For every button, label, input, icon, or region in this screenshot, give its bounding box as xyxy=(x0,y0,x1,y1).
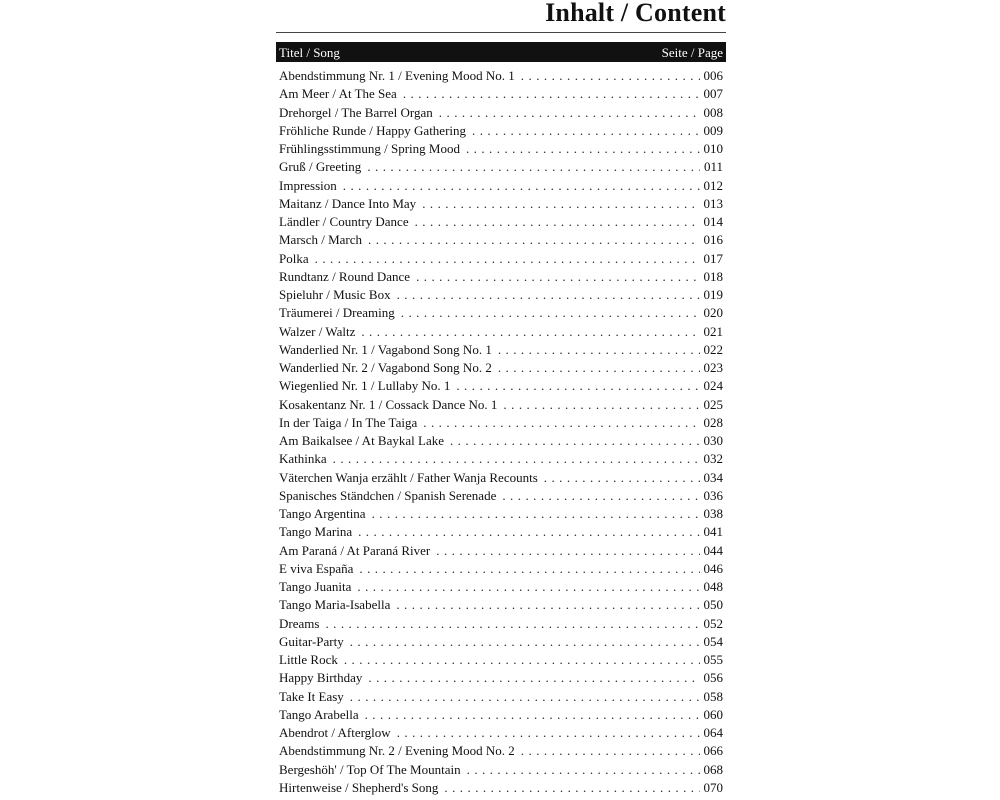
entry-song-title: Wiegenlied Nr. 1 / Lullaby No. 1 xyxy=(279,378,451,394)
entry-song-title: Ländler / Country Dance xyxy=(279,214,409,230)
dot-leader xyxy=(397,287,700,303)
dot-leader xyxy=(359,561,699,577)
dot-leader xyxy=(521,68,700,84)
entry-page-number: 034 xyxy=(703,469,723,485)
dot-leader xyxy=(444,780,699,796)
toc-entry[interactable] xyxy=(276,779,726,797)
toc-entry[interactable] xyxy=(276,615,726,633)
entry-song-title: Abendstimmung Nr. 1 / Evening Mood No. 1 xyxy=(279,68,515,84)
entry-song-title: Spanisches Ständchen / Spanish Serenade xyxy=(279,487,497,503)
entry-page-number: 052 xyxy=(703,615,723,631)
dot-leader xyxy=(416,269,699,285)
entry-page-number: 070 xyxy=(703,779,723,795)
entry-song-title: Polka xyxy=(279,250,309,266)
header-page-label: Seite / Page xyxy=(661,44,723,60)
entry-page-number: 038 xyxy=(703,506,723,522)
entry-song-title: E viva España xyxy=(279,560,354,576)
dot-leader xyxy=(498,342,700,358)
entry-song-title: Kathinka xyxy=(279,451,327,467)
dot-leader xyxy=(472,123,699,139)
entry-song-title: Take It Easy xyxy=(279,688,344,704)
entry-song-title: Tango Maria-Isabella xyxy=(279,597,391,613)
entry-song-title: Kosakentanz Nr. 1 / Cossack Dance No. 1 xyxy=(279,396,498,412)
toc-entry[interactable] xyxy=(276,140,726,158)
entry-page-number: 050 xyxy=(703,597,723,613)
entry-page-number: 018 xyxy=(703,268,723,284)
entry-song-title: Gruß / Greeting xyxy=(279,159,362,175)
toc-entry[interactable] xyxy=(276,359,726,377)
entry-song-title: Maitanz / Dance Into May xyxy=(279,195,417,211)
dot-leader xyxy=(415,214,700,230)
toc-entry[interactable] xyxy=(276,414,726,432)
toc-entry[interactable] xyxy=(276,432,726,450)
entry-page-number: 008 xyxy=(703,104,723,120)
toc-entry[interactable] xyxy=(276,633,726,651)
entry-song-title: Am Meer / At The Sea xyxy=(279,86,397,102)
toc-entry[interactable] xyxy=(276,286,726,304)
entry-page-number: 056 xyxy=(703,670,723,686)
entry-page-number: 066 xyxy=(703,743,723,759)
entry-song-title: Frühlingsstimmung / Spring Mood xyxy=(279,141,460,157)
toc-entry[interactable] xyxy=(276,231,726,249)
toc-entry[interactable] xyxy=(276,578,726,596)
entry-song-title: Drehorgel / The Barrel Organ xyxy=(279,104,433,120)
entry-page-number: 030 xyxy=(703,433,723,449)
entry-page-number: 046 xyxy=(703,560,723,576)
toc-entry[interactable] xyxy=(276,560,726,578)
toc-entry[interactable] xyxy=(276,195,726,213)
toc-entry[interactable] xyxy=(276,505,726,523)
toc-entry[interactable] xyxy=(276,396,726,414)
entry-page-number: 058 xyxy=(703,688,723,704)
toc-entry[interactable] xyxy=(276,450,726,468)
table-header xyxy=(276,42,726,62)
dot-leader xyxy=(367,159,700,175)
toc-entry[interactable] xyxy=(276,104,726,122)
entry-song-title: Little Rock xyxy=(279,652,338,668)
dot-leader xyxy=(325,616,699,632)
toc-entry[interactable] xyxy=(276,268,726,286)
entry-song-title: Bergeshöh' / Top Of The Mountain xyxy=(279,761,461,777)
entry-page-number: 017 xyxy=(703,250,723,266)
entry-page-number: 020 xyxy=(703,305,723,321)
toc-entry[interactable] xyxy=(276,158,726,176)
dot-leader xyxy=(521,743,700,759)
toc-entry[interactable] xyxy=(276,213,726,231)
entry-song-title: Spieluhr / Music Box xyxy=(279,287,391,303)
entry-page-number: 007 xyxy=(703,86,723,102)
toc-entry[interactable] xyxy=(276,177,726,195)
toc-entry[interactable] xyxy=(276,542,726,560)
dot-leader xyxy=(361,324,699,340)
toc-entry[interactable] xyxy=(276,377,726,395)
entry-song-title: Abendstimmung Nr. 2 / Evening Mood No. 2 xyxy=(279,743,515,759)
dot-leader xyxy=(333,451,700,467)
toc-entry[interactable] xyxy=(276,742,726,760)
dot-leader xyxy=(396,597,699,613)
entry-page-number: 006 xyxy=(703,68,723,84)
dot-leader xyxy=(544,470,700,486)
toc-entry[interactable] xyxy=(276,761,726,779)
page-title: Inhalt / Content xyxy=(545,0,726,27)
dot-leader xyxy=(436,543,699,559)
entry-page-number: 036 xyxy=(703,487,723,503)
entry-page-number: 048 xyxy=(703,579,723,595)
toc-entry[interactable] xyxy=(276,651,726,669)
entry-song-title: Abendrot / Afterglow xyxy=(279,725,391,741)
entry-song-title: Wanderlied Nr. 1 / Vagabond Song No. 1 xyxy=(279,341,492,357)
entry-page-number: 025 xyxy=(703,396,723,412)
entry-page-number: 054 xyxy=(703,633,723,649)
entry-page-number: 024 xyxy=(703,378,723,394)
entry-song-title: Dreams xyxy=(279,615,320,631)
dot-leader xyxy=(423,415,699,431)
dot-leader xyxy=(503,397,699,413)
entry-page-number: 060 xyxy=(703,706,723,722)
entry-song-title: Impression xyxy=(279,177,337,193)
toc-entry[interactable] xyxy=(276,487,726,505)
dot-leader xyxy=(357,579,699,595)
toc-entry[interactable] xyxy=(276,67,726,85)
toc-entry[interactable] xyxy=(276,250,726,268)
dot-leader xyxy=(350,689,700,705)
toc-entry[interactable] xyxy=(276,669,726,687)
toc-entry[interactable] xyxy=(276,523,726,541)
entry-page-number: 009 xyxy=(703,122,723,138)
entry-song-title: Träumerei / Dreaming xyxy=(279,305,395,321)
dot-leader xyxy=(439,105,700,121)
dot-leader xyxy=(403,86,700,102)
toc-entry[interactable] xyxy=(276,85,726,103)
entry-page-number: 012 xyxy=(703,177,723,193)
toc-entry[interactable] xyxy=(276,323,726,341)
entry-page-number: 023 xyxy=(703,360,723,376)
toc-entry[interactable] xyxy=(276,469,726,487)
toc-entry[interactable] xyxy=(276,122,726,140)
dot-leader xyxy=(365,707,700,723)
dot-leader xyxy=(466,141,700,157)
entry-song-title: Fröhliche Runde / Happy Gathering xyxy=(279,122,467,138)
dot-leader xyxy=(344,652,700,668)
dot-leader xyxy=(350,634,700,650)
entry-song-title: Guitar-Party xyxy=(279,633,344,649)
entry-page-number: 041 xyxy=(703,524,723,540)
dot-leader xyxy=(502,488,699,504)
dot-leader xyxy=(456,378,699,394)
entry-page-number: 013 xyxy=(703,195,723,211)
entry-page-number: 016 xyxy=(703,232,723,248)
entry-page-number: 014 xyxy=(703,214,723,230)
entry-page-number: 032 xyxy=(703,451,723,467)
entry-song-title: Tango Argentina xyxy=(279,506,366,522)
dot-leader xyxy=(368,670,699,686)
entry-page-number: 028 xyxy=(703,414,723,430)
entry-page-number: 021 xyxy=(703,323,723,339)
dot-leader xyxy=(368,232,699,248)
dot-leader xyxy=(397,725,700,741)
dot-leader xyxy=(450,433,700,449)
entry-song-title: Tango Juanita xyxy=(279,579,352,595)
toc-list xyxy=(276,67,726,797)
toc-entry[interactable] xyxy=(276,706,726,724)
entry-song-title: Happy Birthday xyxy=(279,670,363,686)
dot-leader xyxy=(315,251,700,267)
entry-page-number: 019 xyxy=(703,287,723,303)
toc-entry[interactable] xyxy=(276,688,726,706)
entry-page-number: 010 xyxy=(703,141,723,157)
entry-song-title: Marsch / March xyxy=(279,232,363,248)
entry-page-number: 064 xyxy=(703,725,723,741)
dot-leader xyxy=(343,178,700,194)
toc-entry[interactable] xyxy=(276,341,726,359)
entry-song-title: Am Baikalsee / At Baykal Lake xyxy=(279,433,444,449)
entry-page-number: 011 xyxy=(703,159,723,175)
dot-leader xyxy=(467,762,700,778)
entry-song-title: Am Paraná / At Paraná River xyxy=(279,542,431,558)
entry-song-title: Väterchen Wanja erzählt / Father Wanja Recounts xyxy=(279,469,538,485)
dot-leader xyxy=(422,196,699,212)
entry-page-number: 022 xyxy=(703,341,723,357)
entry-song-title: Rundtanz / Round Dance xyxy=(279,268,411,284)
toc-entry[interactable] xyxy=(276,724,726,742)
toc-entry[interactable] xyxy=(276,596,726,614)
dot-leader xyxy=(498,360,700,376)
title-rule xyxy=(276,32,726,33)
entry-song-title: Tango Marina xyxy=(279,524,353,540)
entry-page-number: 068 xyxy=(703,761,723,777)
toc-entry[interactable] xyxy=(276,304,726,322)
dot-leader xyxy=(372,506,700,522)
entry-song-title: Hirtenweise / Shepherd's Song xyxy=(279,779,439,795)
entry-song-title: Walzer / Waltz xyxy=(279,323,356,339)
header-song-label: Titel / Song xyxy=(279,44,340,60)
entry-song-title: In der Taiga / In The Taiga xyxy=(279,414,418,430)
entry-page-number: 044 xyxy=(703,542,723,558)
dot-leader xyxy=(358,524,699,540)
entry-page-number: 055 xyxy=(703,652,723,668)
dot-leader xyxy=(401,305,700,321)
content-page xyxy=(276,0,726,800)
entry-song-title: Tango Arabella xyxy=(279,706,359,722)
entry-song-title: Wanderlied Nr. 2 / Vagabond Song No. 2 xyxy=(279,360,492,376)
